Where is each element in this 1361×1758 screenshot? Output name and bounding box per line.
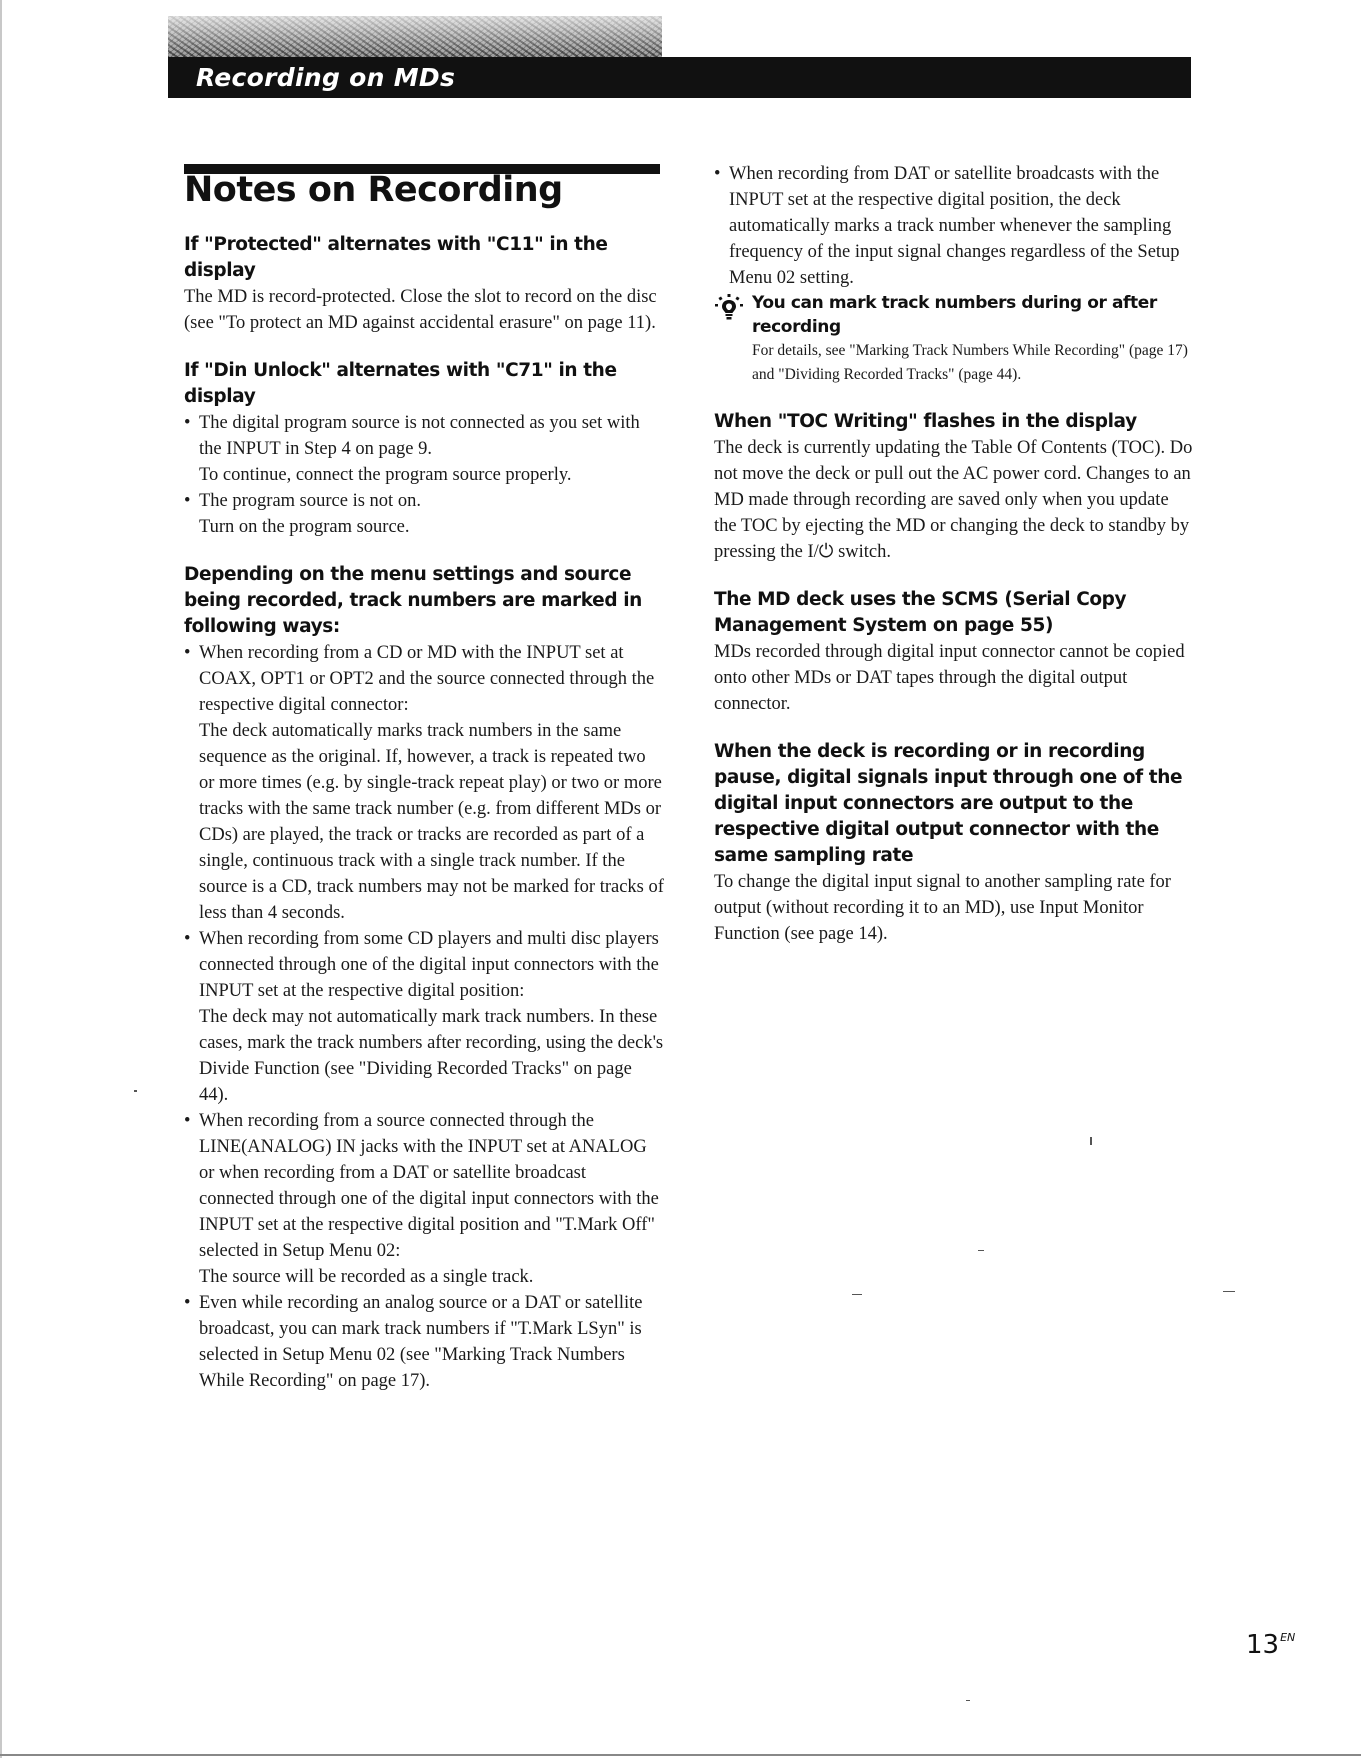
list-item	[184, 1290, 664, 1394]
list-item-text: When recording from a CD or MD with the INPUT set at COAX, OPT1 or OPT2 and the source connected through the respective digital connector:	[199, 643, 655, 715]
protected-heading: If "Protected" alternates with "C11" in the display	[184, 234, 608, 281]
tip-box	[714, 291, 1194, 387]
scan-speck	[966, 1700, 970, 1701]
menu-settings-section	[184, 562, 664, 1394]
din-unlock-section	[184, 358, 664, 540]
din-unlock-list	[184, 410, 664, 540]
list-item-continuation: To continue, connect the program source properly.	[199, 465, 572, 485]
page-edge	[0, 0, 2, 1758]
sampling-body: To change the digital input signal to another sampling rate for output (without recording it to an MD), use Input Monitor Function (see page 14).	[714, 872, 1171, 944]
scms-heading: The MD deck uses the SCMS (Serial Copy Management System on page 55)	[714, 589, 1127, 636]
scms-section	[714, 587, 1194, 717]
toc-section	[714, 409, 1194, 565]
tip-body: For details, see "Marking Track Numbers While Recording" (page 17) and "Dividing Recorded Tracks" (page 44).	[752, 342, 1188, 383]
list-item-text: The program source is not on.	[199, 491, 421, 511]
menu-settings-list	[184, 640, 664, 1394]
list-item-text: The digital program source is not connected as you set with the INPUT in Step 4 on page 9.	[199, 413, 640, 459]
page-title: Notes on Recording	[184, 170, 563, 210]
sampling-heading: When the deck is recording or in recording pause, digital signals input through one of the digital input connectors are output to the respective digital output connector with the same sampling rate	[714, 741, 1183, 866]
page-number-value: 13	[1246, 1630, 1280, 1660]
list-item-text: When recording from DAT or satellite broadcasts with the INPUT set at the respective digital position, the deck automatically marks a track number whenever the sampling frequency of the input signal changes regardless of the Setup Menu 02 setting.	[729, 164, 1180, 288]
dat-list	[714, 161, 1194, 291]
list-item	[184, 488, 664, 540]
list-item-text: When recording from some CD players and multi disc players connected through one of the digital input connectors with the INPUT set at the respective digital position:	[199, 929, 659, 1001]
scan-speck	[852, 1294, 862, 1295]
sampling-section	[714, 739, 1194, 947]
scms-body: MDs recorded through digital input connector cannot be copied onto other MDs or DAT tapes through the digital output connector.	[714, 642, 1185, 714]
list-item-continuation: The source will be recorded as a single track.	[199, 1267, 534, 1287]
header-texture	[168, 16, 662, 58]
protected-body: The MD is record-protected. Close the slot to record on the disc (see "To protect an MD against accidental erasure" on page 11).	[184, 287, 657, 333]
list-item	[714, 161, 1194, 291]
section-header-title: Recording on MDs	[196, 63, 456, 92]
left-column	[184, 232, 664, 1416]
right-column	[714, 161, 1194, 969]
scan-speck	[1223, 1291, 1235, 1292]
list-item	[184, 410, 664, 488]
page-number-suffix: EN	[1280, 1631, 1296, 1644]
list-item-continuation: The deck may not automatically mark track numbers. In these cases, mark the track numbers after recording, using the deck's Divide Function (see "Dividing Recorded Tracks" on page 44).	[199, 1007, 664, 1105]
tip-heading: You can mark track numbers during or after recording	[752, 293, 1157, 337]
scan-speck	[978, 1250, 984, 1251]
toc-heading: When "TOC Writing" flashes in the display	[714, 411, 1137, 432]
scan-speck	[134, 1090, 137, 1092]
list-item-text: When recording from a source connected through the LINE(ANALOG) IN jacks with the INPUT set at ANALOG or when recording from a DAT or satellite broadcast connected through one of the digital input connectors with the INPUT set at the respective digital position and "T.Mark Off" selected in Setup Menu 02:	[199, 1111, 659, 1261]
lightbulb-icon	[714, 293, 744, 323]
list-item	[184, 640, 664, 926]
list-item	[184, 926, 664, 1108]
protected-section	[184, 232, 664, 336]
scan-speck	[1090, 1137, 1092, 1145]
din-unlock-heading: If "Din Unlock" alternates with "C71" in the display	[184, 360, 617, 407]
menu-settings-heading: Depending on the menu settings and source being recorded, track numbers are marked in following ways:	[184, 564, 642, 637]
list-item-continuation: The deck automatically marks track numbers in the same sequence as the original. If, however, a track is repeated two or more times (e.g. by single-track repeat play) or two or more tracks with the same track number (e.g. from different MDs or CDs) are played, the track or tracks are recorded as part of a single, continuous track with a single track number. If the source is a CD, track numbers may not be marked for tracks of less than 4 seconds.	[199, 721, 664, 923]
list-item-continuation: Turn on the program source.	[199, 517, 410, 537]
bottom-rule	[0, 1754, 1361, 1756]
toc-body: The deck is currently updating the Table Of Contents (TOC). Do not move the deck or pull out the AC power cord. Changes to an MD made through recording are saved only when you update the TOC by ejecting the MD or changing the deck to standby by pressing the I/⏻ switch.	[714, 438, 1193, 562]
page-number	[1246, 1630, 1295, 1660]
list-item	[184, 1108, 664, 1290]
list-item-text: Even while recording an analog source or a DAT or satellite broadcast, you can mark track numbers if "T.Mark LSyn" is selected in Setup Menu 02 (see "Marking Track Numbers While Recording" on page 17).	[199, 1293, 643, 1391]
